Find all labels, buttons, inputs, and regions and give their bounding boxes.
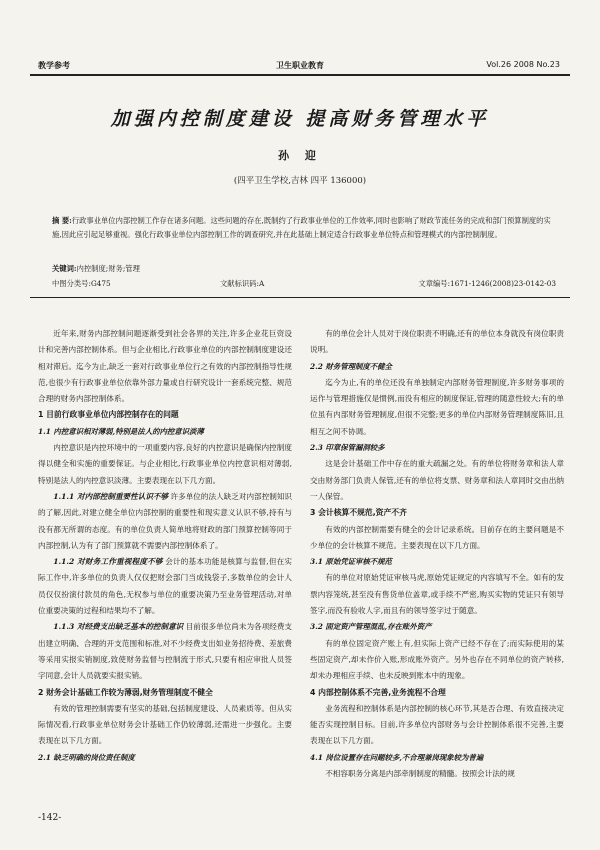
running-header (30, 60, 570, 74)
article-title: 加强内控制度建设 提高财务管理水平 (110, 108, 490, 130)
section-heading: 2 财务会计基础工作较为薄弱,财务管理制度不健全 (38, 687, 213, 697)
header-journal: 卫生职业教育 (276, 61, 324, 70)
header-rule (30, 74, 570, 76)
keywords (52, 264, 140, 274)
section-heading: 4 内部控制体系不完善,业务流程不合理 (310, 687, 446, 697)
subsection-heading: 1.1 内控意识相对薄弱,特别是法人的内控意识淡薄 (38, 426, 204, 436)
section-heading: 3 会计核算不规范,资产不齐 (310, 508, 407, 518)
abstract-label: 摘 要: (52, 216, 72, 225)
paragraph: 有效的内部控制需要有健全的会计记录系统。目前存在的主要问题是不少单位的会计核算不规范。主要表现在以下几方面。 (310, 524, 564, 550)
paragraph: 有效的管理控制需要有坚实的基础,包括制度建设、人员素质等。但从实际情况看,行政事业单位财务会计基础工作仍较薄弱,还需进一步强化。主要表现在以下几方面。 (38, 703, 292, 746)
subsection-heading: 3.1 原始凭证审核不规范 (310, 557, 392, 567)
paragraph-text: 目前很多单位尚未为各项经费支出建立明确、合理的开支范围和标准,对不少经费支出如业务招待费、差旅费等采用实报实销制度,致使财务监督与控制流于形式,只要有相应审批人员签字同意,会计人员就要实报实销。 (38, 622, 293, 681)
paragraph: 迄今为止,有的单位还没有单独制定内部财务管理制度,许多财务事项的运作与管理措施仅是惯例,而没有相应的制度保证,管理的随意性较大;有的单位虽有内部财务管理制度,但很不完整;更多的单位内部财务管理制度陈旧,且相互之间不协调。 (310, 377, 564, 436)
subsubsection-heading: 1.1.1 对内部控制重要性认识不够 (53, 491, 169, 501)
paragraph (38, 489, 292, 554)
paragraph-text: 许多单位的法人缺乏对内部控制知识的了解,因此,对建立健全单位内部控制的重要性和现实意义认识不够,持有与没有都无所谓的态度。有的单位负责人简单地将财政的部门预算控制等同于内部控制,认为有了部门预算就不需要内部控制体系了。 (38, 491, 293, 550)
paragraph: 内控意识是内控环境中的一项重要内容,良好的内控意识是确保内控制度得以健全和实施的重要保证。与企业相比,行政事业单位内控意识相对薄弱,特别是法人的内控意识淡薄。主要表现在以下几方面。 (38, 443, 292, 485)
paragraph: 有的单位对原始凭证审核马虎,原始凭证规定的内容填写不全。如有的发票内容笼统,甚至没有售货单位盖章,或手续不严密,购买实物的凭证只有领导签字,而没有验收人字,而且有的领导签字过于随意。 (310, 573, 564, 616)
paragraph (38, 554, 292, 619)
paragraph (38, 619, 292, 684)
subsubsection-heading: 1.1.2 对财务工作重视程度不够 (53, 557, 163, 567)
meta-rule (30, 297, 570, 298)
subsection-heading: 4.1 岗位设置存在问题较多,不合理兼岗现象较为普遍 (310, 752, 484, 762)
right-column (310, 326, 564, 782)
page-number: -142- (38, 813, 62, 823)
section-heading: 1 目前行政事业单位内部控制存在的问题 (38, 410, 179, 420)
paragraph: 有的单位会计人员对于岗位职责不明确,还有的单位本身就没有岗位职责说明。 (310, 329, 564, 355)
paragraph: 业务流程和控制体系是内部控制的核心环节,其是否合理、有效直接决定能否实现控制目标。目前,许多单位内部财务与会计控制体系很不完善,主要表现在以下几方面。 (310, 703, 564, 746)
subsection-heading: 2.1 缺乏明确的岗位责任制度 (38, 752, 135, 762)
paragraph: 这是会计基础工作中存在的重大疏漏之处。有的单位将财务章和法人章交由财务部门负责人保管,还有的单位将支票、财务章和法人章同时交由出纳一人保管。 (310, 459, 564, 501)
abstract-text: 行政事业单位内部控制工作存在诸多问题。这些问题的存在,既制约了行政事业单位的工作效率,同时也影响了财政节流任务的完成和部门预算制度的实施,因此应引起足够重视。强化行政事业单位内部控制工作的调查研究,并在此基础上制定适合行政事业单位特点和管理模式的内部控制制度。 (52, 216, 551, 239)
left-column (38, 326, 292, 766)
article-number: 文章编号:1671-1246(2008)23-0142-03 (418, 279, 556, 288)
header-section: 教学参考 (38, 61, 70, 70)
abstract (52, 214, 560, 242)
affiliation: (四平卫生学校,吉林 四平 136000) (233, 176, 367, 186)
clc-number: 中图分类号:G475 (52, 279, 111, 288)
keywords-text: 内控制度;财务;管理 (76, 264, 140, 273)
subsection-heading: 2.3 印章保管漏洞较多 (310, 443, 385, 453)
subsection-heading: 3.2 固定资产管理混乱,存在账外资产 (310, 622, 432, 632)
paragraph: 有的单位固定资产账上有,但实际上资产已经不存在了;而实际使用的某些固定资产,却未作价入账,形成账外资产。另外也存在不同单位的资产转移,却未办理相应手续、也未反映到账本中的现象。 (310, 638, 564, 681)
header-volume: Vol.26 2008 No.23 (486, 60, 560, 69)
paragraph-text: 会计的基本功能是核算与监督,但在实际工作中,许多单位的负责人仅仅把财会部门当成钱袋子,多数单位的会计人员仅仅扮演付款员的角色,无权参与单位的重要决策乃至业务管理活动,对单位重要决策的过程和结果均不了解。 (38, 557, 292, 616)
doc-code: 文献标识码:A (220, 279, 265, 288)
author: 孙 迎 (278, 149, 322, 162)
paragraph: 近年来,财务内部控制问题逐渐受到社会各界的关注,许多企业花巨资设计和完善内部控制体系。但与企业相比,行政事业单位的内部控制制度建设还相对滞后。迄今为止,缺乏一套对行政事业单位行之有效的内部控制指导性规范,也很少有行政事业单位依靠外部力量或自行研究设计一套系统完整、规范合理的财务内部控制体系。 (38, 329, 292, 404)
article-meta (52, 279, 560, 291)
paragraph: 不相容职务分离是内部牵制制度的精髓。按照会计法的规 (325, 769, 516, 779)
keywords-label: 关键词: (52, 264, 77, 273)
subsection-heading: 2.2 财务管理制度不健全 (310, 361, 392, 371)
subsubsection-heading: 1.1.3 对经费支出缺乏基本的控制意识 (53, 622, 184, 632)
